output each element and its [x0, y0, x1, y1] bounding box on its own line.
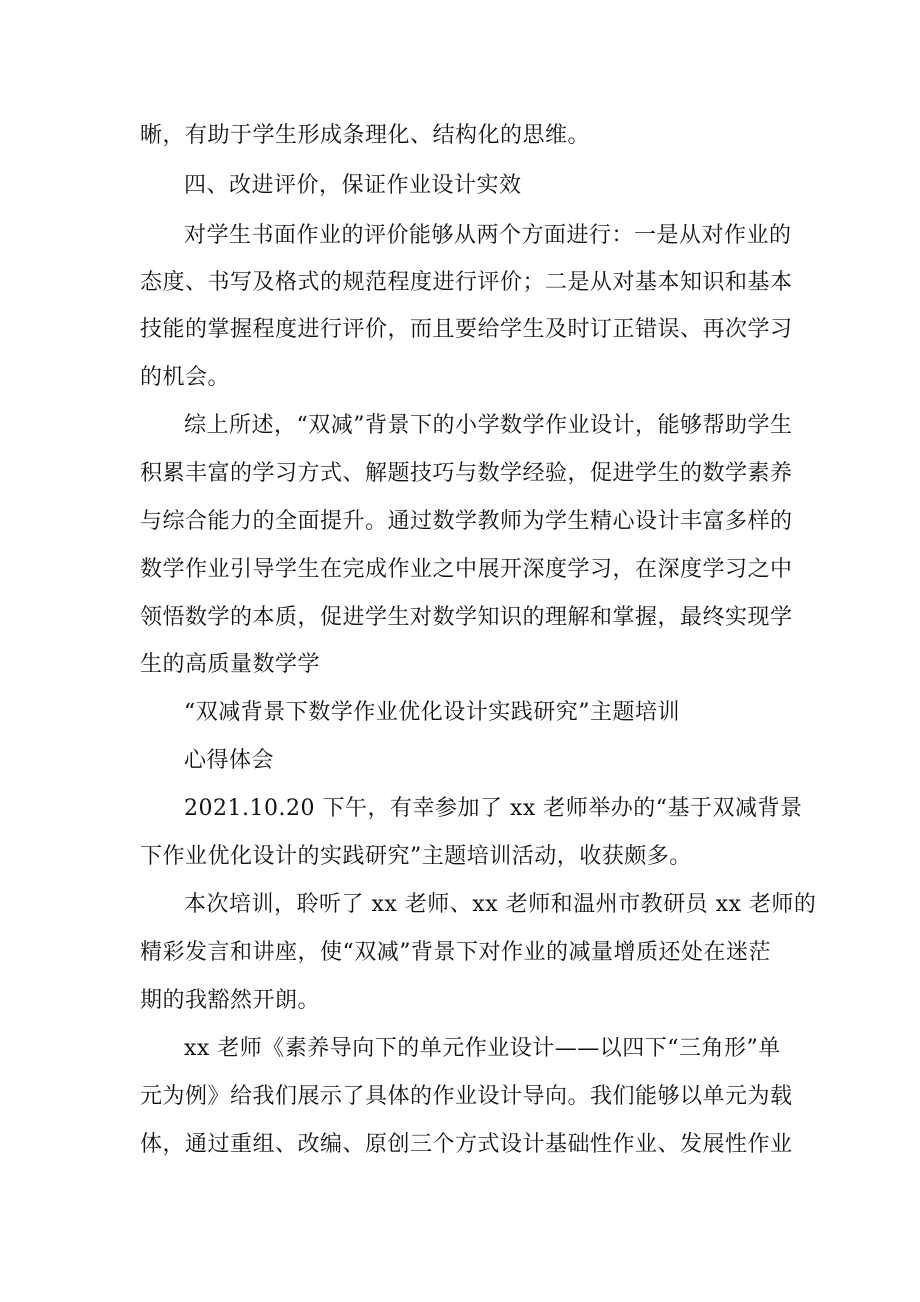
text-line: 本次培训，聆听了 xx 老师、xx 老师和温州市教研员 xx 老师的 — [184, 892, 817, 917]
text-line: 态度、书写及格式的规范程度进行评价；二是从对基本知识和基本 — [140, 270, 793, 295]
text-line: xx 老师《素养导向下的单元作业设计——以四下“三角形”单 — [184, 1036, 781, 1061]
text-line: 体，通过重组、改编、原创三个方式设计基础性作业、发展性作业 — [140, 1132, 793, 1157]
text-line: 生的高质量数学学 — [140, 652, 321, 677]
text-line: 对学生书面作业的评价能够从两个方面进行：一是从对作业的 — [184, 223, 792, 248]
text-line: 技能的掌握程度进行评价，而且要给学生及时订正错误、再次学习 — [140, 317, 793, 342]
section-heading: 四、改进评价，保证作业设计实效 — [184, 173, 522, 198]
text-line: 领悟数学的本质，促进学生对数学知识的理解和掌握，最终实现学 — [140, 605, 793, 630]
text-line: 综上所述，“双减”背景下的小学数学作业设计，能够帮助学生 — [184, 413, 793, 438]
text-line: 晰，有助于学生形成条理化、结构化的思维。 — [140, 123, 591, 148]
article-subtitle: 心得体会 — [184, 748, 275, 773]
text-line: 积累丰富的学习方式、解题技巧与数学经验，促进学生的数学素养 — [140, 461, 793, 486]
text-line: 数学作业引导学生在完成作业之中展开深度学习，在深度学习之中 — [140, 557, 793, 582]
text-line: 元为例》给我们展示了具体的作业设计导向。我们能够以单元为载 — [140, 1084, 793, 1109]
text-line: 下作业优化设计的实践研究”主题培训活动，收获颇多。 — [140, 844, 692, 869]
article-title: “双减背景下数学作业优化设计实践研究”主题培训 — [184, 700, 680, 725]
text-line: 的机会。 — [140, 365, 231, 390]
text-line: 期的我豁然开朗。 — [140, 988, 321, 1013]
text-line: 与综合能力的全面提升。通过数学教师为学生精心设计丰富多样的 — [140, 509, 793, 534]
text-line: 2021.10.20 下午，有幸参加了 xx 老师举办的“基于双减背景 — [184, 796, 803, 821]
text-line: 精彩发言和讲座，使“双减”背景下对作业的减量增质还处在迷茫 — [140, 940, 771, 965]
